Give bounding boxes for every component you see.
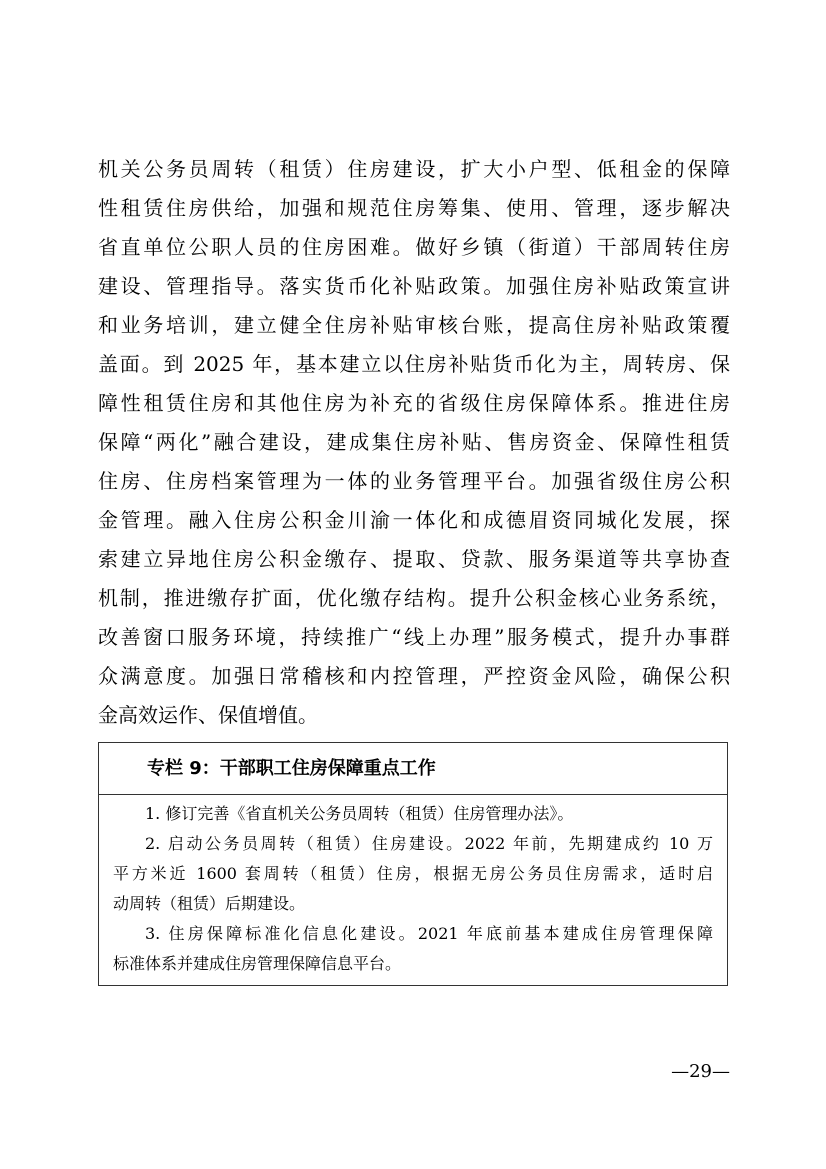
box-title: 专栏 9：干部职工住房保障重点工作	[99, 743, 727, 795]
special-column-box	[98, 742, 728, 986]
body-text	[98, 150, 730, 735]
box-line: 动周转（租赁）后期建设。	[113, 894, 306, 913]
body-line: 和业务培训，建立健全住房补贴审核台账，提高住房补贴政策覆	[98, 313, 730, 337]
box-line: 2. 启动公务员周转（租赁）住房建设。2022 年前，先期建成约 10 万	[145, 834, 713, 853]
body-line: 机制，推进缴存扩面，优化缴存结构。提升公积金核心业务系统，	[98, 586, 730, 610]
body-line: 金管理。融入住房公积金川渝一体化和成德眉资同城化发展，探	[98, 508, 730, 532]
body-line: 住房、住房档案管理为一体的业务管理平台。加强省级住房公积	[98, 469, 730, 493]
body-line: 改善窗口服务环境，持续推广“线上办理”服务模式，提升办事群	[98, 625, 730, 649]
body-line: 保障“两化”融合建设，建成集住房补贴、售房资金、保障性租赁	[98, 430, 730, 454]
body-line: 建设、管理指导。落实货币化补贴政策。加强住房补贴政策宣讲	[98, 274, 730, 298]
body-line: 盖面。到 2025 年，基本建立以住房补贴货币化为主，周转房、保	[98, 352, 730, 376]
body-line: 省直单位公职人员的住房困难。做好乡镇（街道）干部周转住房	[98, 235, 730, 259]
box-line: 平方米近 1600 套周转（租赁）住房，根据无房公务员住房需求，适时启	[113, 864, 713, 883]
body-line: 索建立异地住房公积金缴存、提取、贷款、服务渠道等共享协查	[98, 547, 730, 571]
box-body	[99, 795, 727, 979]
body-line: 众满意度。加强日常稽核和内控管理，严控资金风险，确保公积	[98, 664, 730, 688]
body-line: 障性租赁住房和其他住房为补充的省级住房保障体系。推进住房	[98, 391, 730, 415]
box-line: 标准体系并建成住房管理保障信息平台。	[113, 954, 402, 973]
body-line: 金高效运作、保值增值。	[98, 703, 318, 727]
body-line: 机关公务员周转（租赁）住房建设，扩大小户型、低租金的保障	[98, 157, 730, 181]
page-number: —29—	[671, 1061, 730, 1082]
box-line: 1. 修订完善《省直机关公务员周转（租赁）住房管理办法》。	[145, 804, 574, 823]
body-line: 性租赁住房供给，加强和规范住房筹集、使用、管理，逐步解决	[98, 196, 730, 220]
box-line: 3. 住房保障标准化信息化建设。2021 年底前基本建成住房管理保障	[145, 924, 713, 943]
